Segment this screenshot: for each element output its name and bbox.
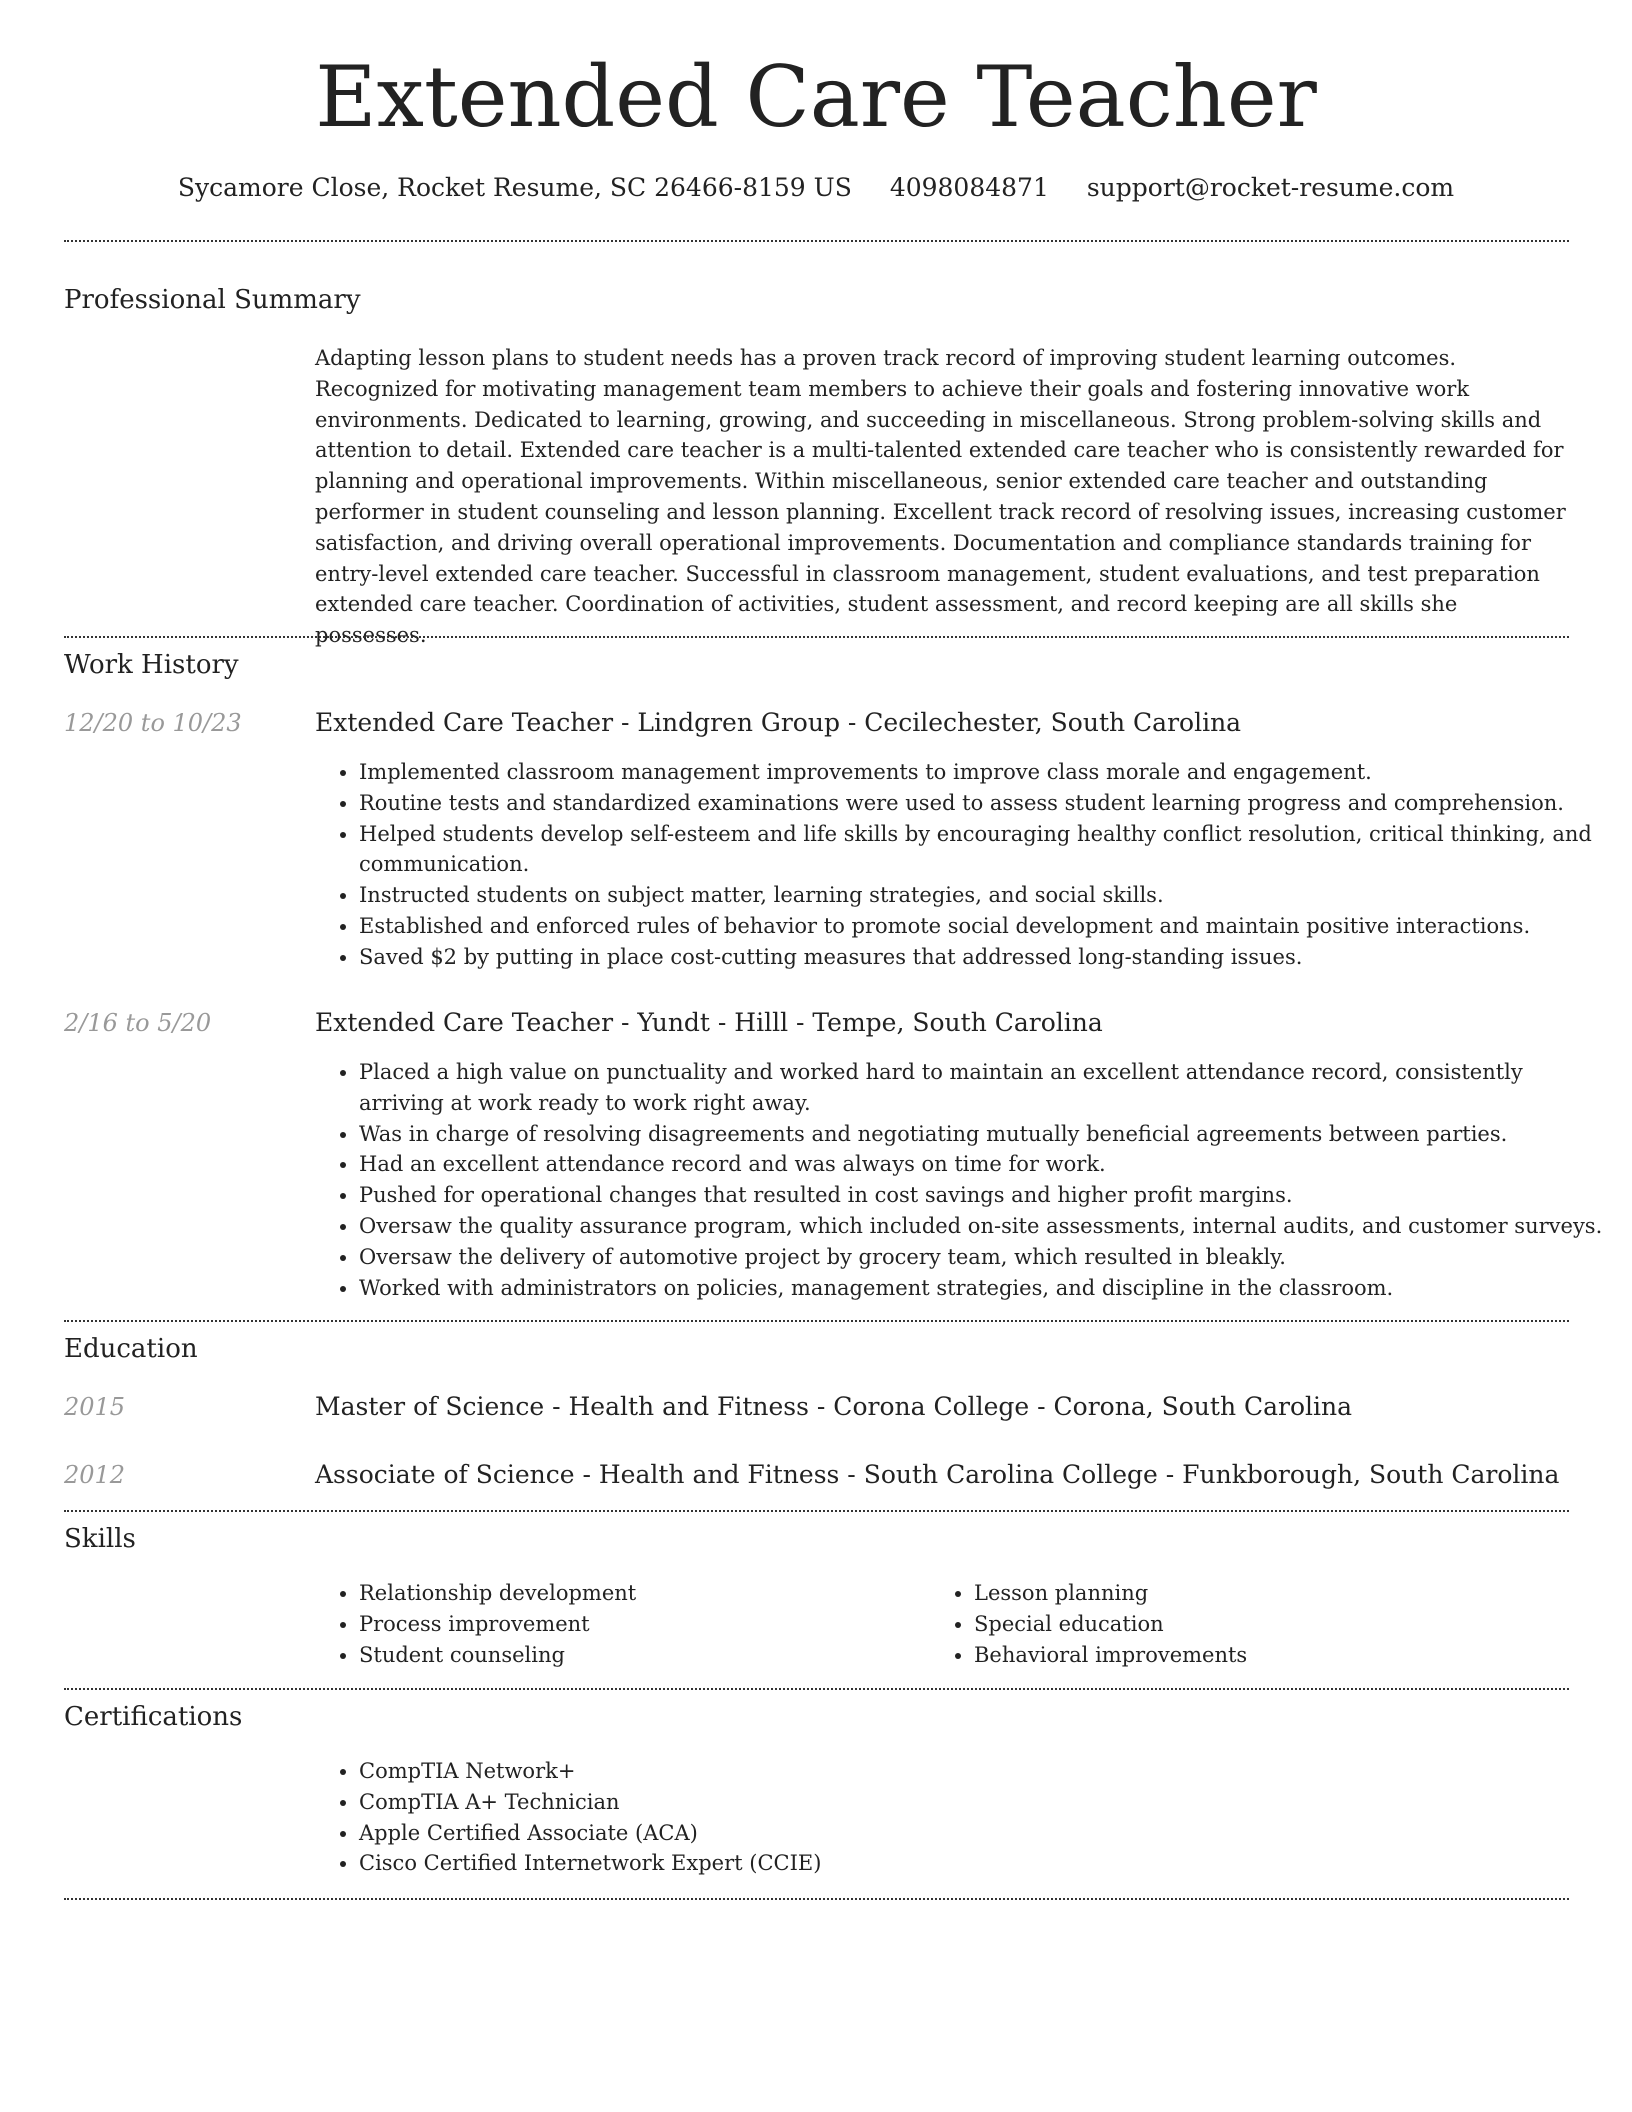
- list-item: • Oversaw the quality assurance program, which included on-site assessments, internal audits, and customer surveys.: [359, 1211, 1614, 1242]
- section-title-work-history: Work History: [64, 650, 239, 680]
- skills-list-right: [930, 1578, 1534, 1670]
- education-heading: Master of Science - Health and Fitness - Corona College - Corona, South Carolina: [315, 1392, 1353, 1421]
- contact-line: [0, 170, 1632, 206]
- contact-email: support@rocket-resume.com: [1086, 173, 1455, 202]
- job-dates: 12/20 to 10/23: [64, 709, 242, 737]
- list-item: • Established and enforced rules of behavior to promote social development and maintain positive interactions.: [359, 911, 1614, 942]
- list-item: • Apple Certified Associate (ACA): [359, 1818, 1614, 1849]
- resume-name: Extended Care Teacher: [315, 48, 1317, 146]
- contact-address: Sycamore Close, Rocket Resume, SC 26466-8159 US: [177, 173, 852, 202]
- list-item: • Cisco Certified Internetwork Expert (CCIE): [359, 1848, 1614, 1879]
- certifications-list: [315, 1756, 1614, 1879]
- list-item: • Saved $2 by putting in place cost-cutting measures that addressed long-standing issues.: [359, 942, 1614, 973]
- list-item: • Routine tests and standardized examinations were used to assess student learning progress and comprehension.: [359, 788, 1614, 819]
- divider: [64, 636, 1569, 638]
- list-item: • Student counseling: [359, 1640, 919, 1671]
- section-title-education: Education: [64, 1334, 198, 1364]
- list-item: • CompTIA Network+: [359, 1756, 1614, 1787]
- summary-text: Adapting lesson plans to student needs has a proven track record of improving student learning outcomes. Recognized for motivating management team members to achieve their goals and fostering innovative work environments. Dedicated to learning, growing, and succeeding in miscellaneous. Strong problem-solving skills and attention to detail. Extended care teacher is a multi-talented extended care teacher who is consistently rewarded for planning and operational improvements. Within miscellaneous, senior extended care teacher and outstanding performer in student counseling and lesson planning. Excellent track record of resolving issues, increasing customer satisfaction, and driving overall operational improvements. Documentation and compliance standards training for entry-level extended care teacher. Successful in classroom management, student evaluations, and test preparation extended care teacher. Coordination of activities, student assessment, and record keeping are all skills she possesses.: [315, 346, 1566, 648]
- divider: [64, 1688, 1569, 1690]
- divider: [64, 1320, 1569, 1322]
- list-item: • Helped students develop self-esteem and life skills by encouraging healthy conflict resolution, critical thinking, and communication.: [359, 819, 1614, 881]
- education-heading: Associate of Science - Health and Fitness - South Carolina College - Funkborough, South Carolina: [315, 1460, 1560, 1489]
- list-item: • Relationship development: [359, 1578, 919, 1609]
- list-item: • Lesson planning: [974, 1578, 1534, 1609]
- list-item: • Process improvement: [359, 1609, 919, 1640]
- job-bullets: [315, 757, 1614, 973]
- contact-phone: 4098084871: [889, 173, 1049, 202]
- section-title-skills: Skills: [64, 1524, 136, 1554]
- job-bullets: [315, 1057, 1614, 1303]
- job-heading: Extended Care Teacher - Lindgren Group - Cecilechester, South Carolina: [315, 708, 1242, 737]
- skills-list-left: [315, 1578, 919, 1670]
- list-item: • CompTIA A+ Technician: [359, 1787, 1614, 1818]
- list-item: • Was in charge of resolving disagreements and negotiating mutually beneficial agreements between parties.: [359, 1119, 1614, 1150]
- list-item: • Had an excellent attendance record and was always on time for work.: [359, 1149, 1614, 1180]
- divider: [64, 1510, 1569, 1512]
- list-item: • Pushed for operational changes that resulted in cost savings and higher profit margins.: [359, 1180, 1614, 1211]
- list-item: • Placed a high value on punctuality and worked hard to maintain an excellent attendance record, consistently arriving at work ready to work right away.: [359, 1057, 1614, 1119]
- section-title-certifications: Certifications: [64, 1702, 243, 1732]
- divider: [64, 1898, 1569, 1900]
- list-item: • Instructed students on subject matter, learning strategies, and social skills.: [359, 880, 1614, 911]
- education-year: 2015: [64, 1393, 126, 1421]
- education-year: 2012: [64, 1461, 126, 1489]
- list-item: • Oversaw the delivery of automotive project by grocery team, which resulted in bleakly.: [359, 1242, 1614, 1273]
- list-item: • Behavioral improvements: [974, 1640, 1534, 1671]
- list-item: • Worked with administrators on policies, management strategies, and discipline in the classroom.: [359, 1273, 1614, 1304]
- list-item: • Special education: [974, 1609, 1534, 1640]
- job-dates: 2/16 to 5/20: [64, 1009, 212, 1037]
- list-item: • Implemented classroom management improvements to improve class morale and engagement.: [359, 757, 1614, 788]
- job-heading: Extended Care Teacher - Yundt - Hilll - Tempe, South Carolina: [315, 1008, 1103, 1037]
- section-title-summary: Professional Summary: [64, 285, 361, 315]
- divider: [64, 240, 1569, 242]
